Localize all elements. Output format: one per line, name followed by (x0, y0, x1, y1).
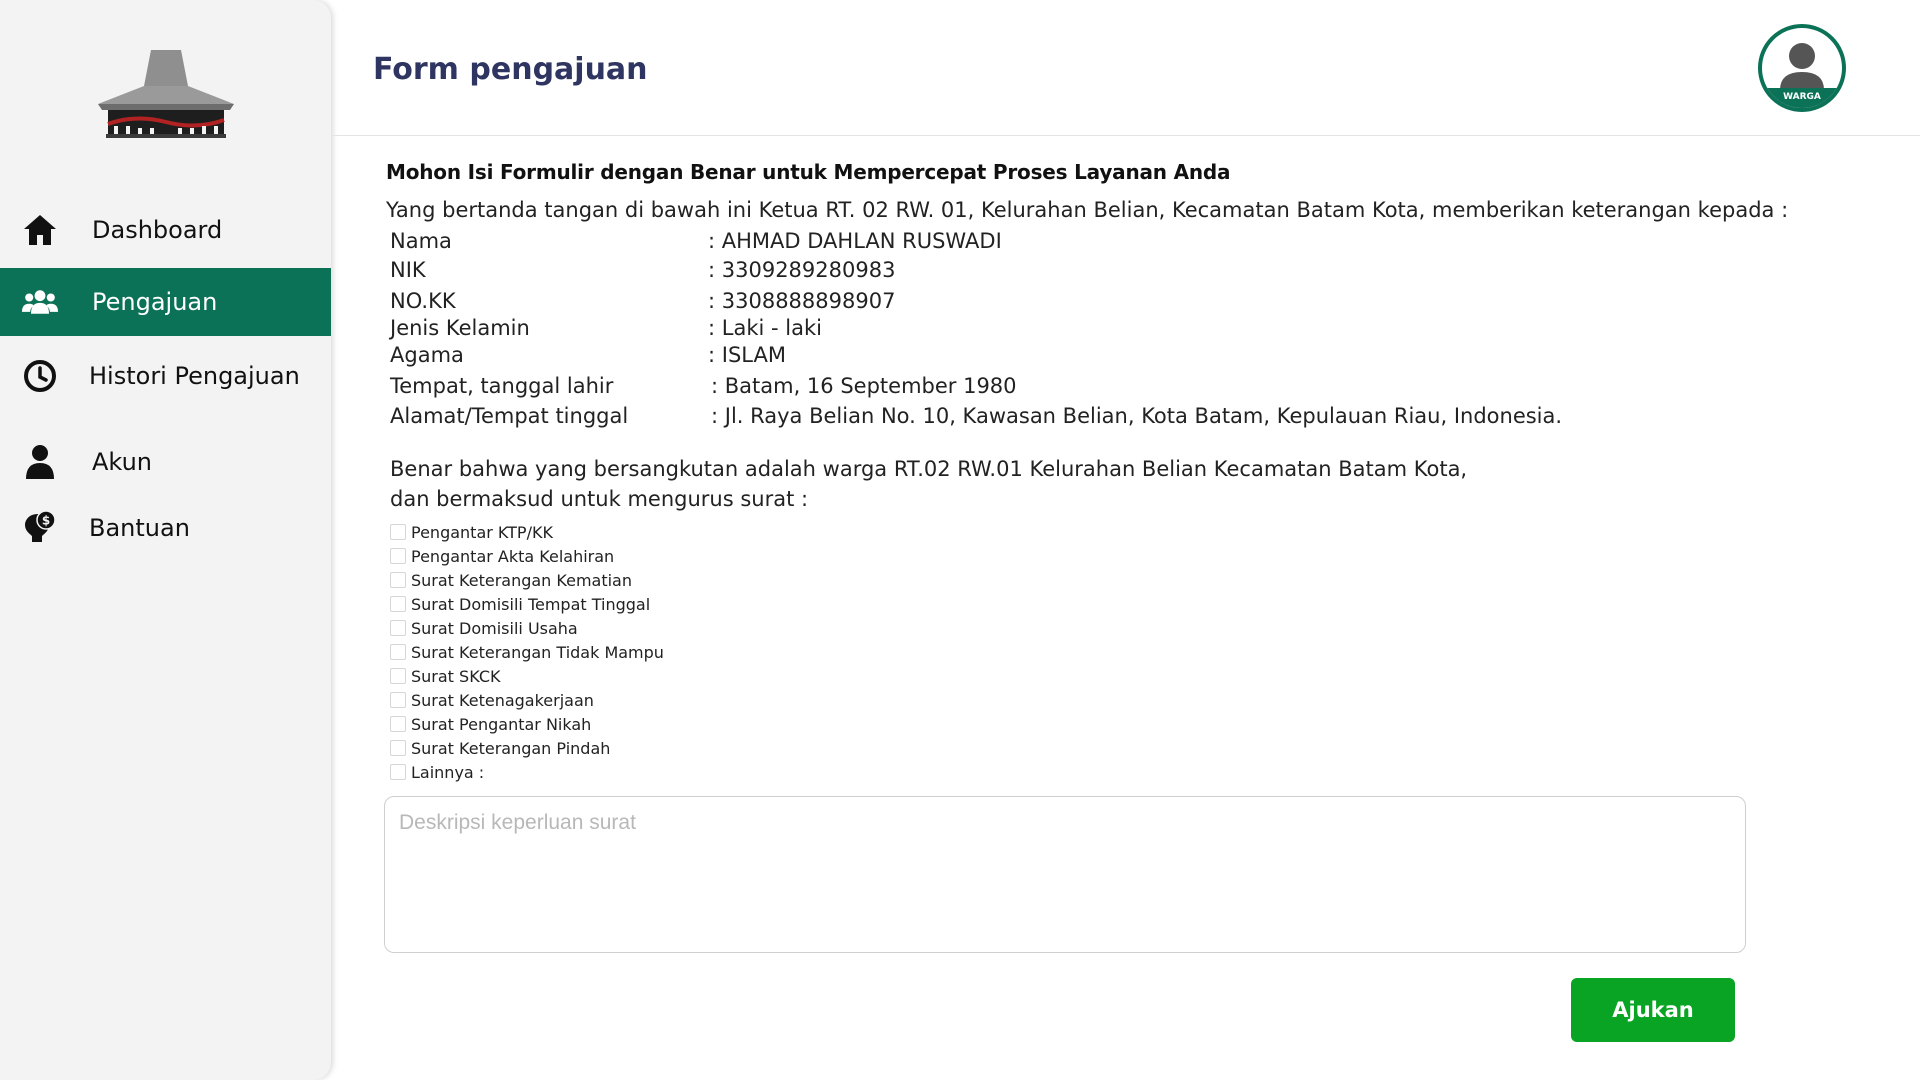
sidebar-item-label: Histori Pengajuan (89, 362, 300, 390)
detail-value: : Batam, 16 September 1980 (711, 374, 1017, 398)
sidebar-item-label: Dashboard (92, 216, 223, 244)
checkbox-option[interactable] (390, 712, 664, 736)
avatar[interactable] (1758, 24, 1846, 112)
checkbox[interactable] (390, 524, 406, 540)
detail-label: Nama (390, 229, 452, 253)
sidebar-item-akun[interactable] (0, 428, 331, 496)
checkbox-option[interactable] (390, 544, 664, 568)
sidebar-item-pengajuan[interactable] (0, 268, 331, 336)
statement-line-2: dan bermaksud untuk mengurus surat : (390, 487, 809, 511)
joglo-logo (96, 48, 236, 140)
checkbox-option[interactable] (390, 592, 664, 616)
checkbox[interactable] (390, 620, 406, 636)
checkbox-option[interactable] (390, 688, 664, 712)
detail-label: Jenis Kelamin (390, 316, 530, 340)
users-icon (22, 284, 58, 320)
checkbox-option[interactable] (390, 664, 664, 688)
checkbox[interactable] (390, 668, 406, 684)
sidebar-item-histori-pengajuan[interactable] (0, 342, 331, 410)
checkbox-label: Surat Ketenagakerjaan (411, 690, 594, 710)
detail-label: NIK (390, 258, 426, 282)
sidebar-item-label: Bantuan (89, 514, 190, 542)
checkbox[interactable] (390, 692, 406, 708)
letter-type-checklist (390, 520, 664, 784)
checkbox-label: Surat Keterangan Kematian (411, 570, 632, 590)
checkbox-label: Surat Domisili Tempat Tinggal (411, 594, 651, 614)
detail-label: NO.KK (390, 289, 456, 313)
form-content (386, 160, 1789, 782)
detail-label: Alamat/Tempat tinggal (390, 404, 629, 428)
submit-button[interactable]: Ajukan (1571, 978, 1735, 1042)
checkbox-label: Surat Domisili Usaha (411, 618, 578, 638)
form-heading: Mohon Isi Formulir dengan Benar untuk Mempercepat Proses Layanan Anda (386, 160, 1231, 184)
checkbox[interactable] (390, 764, 406, 780)
statement-line-1: Benar bahwa yang bersangkutan adalah warga RT.02 RW.01 Kelurahan Belian Kecamatan Batam Kota, (390, 457, 1468, 481)
checkbox-option[interactable] (390, 568, 664, 592)
detail-value: : 3308888898907 (708, 289, 896, 313)
detail-value: : Jl. Raya Belian No. 10, Kawasan Belian, Kota Batam, Kepulauan Riau, Indonesia. (711, 404, 1563, 428)
checkbox-label: Surat Pengantar Nikah (411, 714, 592, 734)
detail-label: Tempat, tanggal lahir (390, 374, 614, 398)
description-textarea[interactable] (384, 796, 1746, 953)
checkbox[interactable] (390, 716, 406, 732)
detail-value: : Laki - laki (708, 316, 822, 340)
sidebar (0, 0, 331, 1080)
checkbox[interactable] (390, 572, 406, 588)
checkbox-option[interactable] (390, 760, 664, 784)
checkbox[interactable] (390, 596, 406, 612)
checkbox[interactable] (390, 740, 406, 756)
checkbox-label: Surat Keterangan Pindah (411, 738, 611, 758)
help-money-icon (22, 510, 58, 546)
checkbox[interactable] (390, 548, 406, 564)
svg-text:$: $ (41, 513, 51, 528)
home-icon (22, 212, 58, 248)
checkbox-option[interactable] (390, 616, 664, 640)
avatar-role-badge: WARGA (1762, 88, 1842, 108)
detail-value: : ISLAM (708, 343, 786, 367)
detail-value: : 3309289280983 (708, 258, 896, 282)
sidebar-item-label: Pengajuan (92, 288, 218, 316)
sidebar-item-label: Akun (92, 448, 152, 476)
checkbox[interactable] (390, 644, 406, 660)
clock-icon (22, 358, 58, 394)
checkbox-label: Surat SKCK (411, 666, 501, 686)
checkbox-option[interactable] (390, 520, 664, 544)
checkbox-label: Pengantar Akta Kelahiran (411, 546, 615, 566)
intro-text: Yang bertanda tangan di bawah ini Ketua RT. 02 RW. 01, Kelurahan Belian, Kecamatan Batam Kota, memberikan keterangan kepada : (386, 198, 1789, 222)
header (331, 0, 1920, 136)
page-title: Form pengajuan (373, 52, 648, 87)
checkbox-option[interactable] (390, 736, 664, 760)
checkbox-label: Pengantar KTP/KK (411, 522, 553, 542)
detail-label: Agama (390, 343, 464, 367)
sidebar-item-dashboard[interactable] (0, 196, 331, 264)
user-icon (22, 444, 58, 480)
sidebar-item-bantuan[interactable] (0, 494, 331, 562)
checkbox-option[interactable] (390, 640, 664, 664)
checkbox-label: Lainnya : (411, 762, 485, 782)
detail-value: : AHMAD DAHLAN RUSWADI (708, 229, 1002, 253)
checkbox-label: Surat Keterangan Tidak Mampu (411, 642, 664, 662)
